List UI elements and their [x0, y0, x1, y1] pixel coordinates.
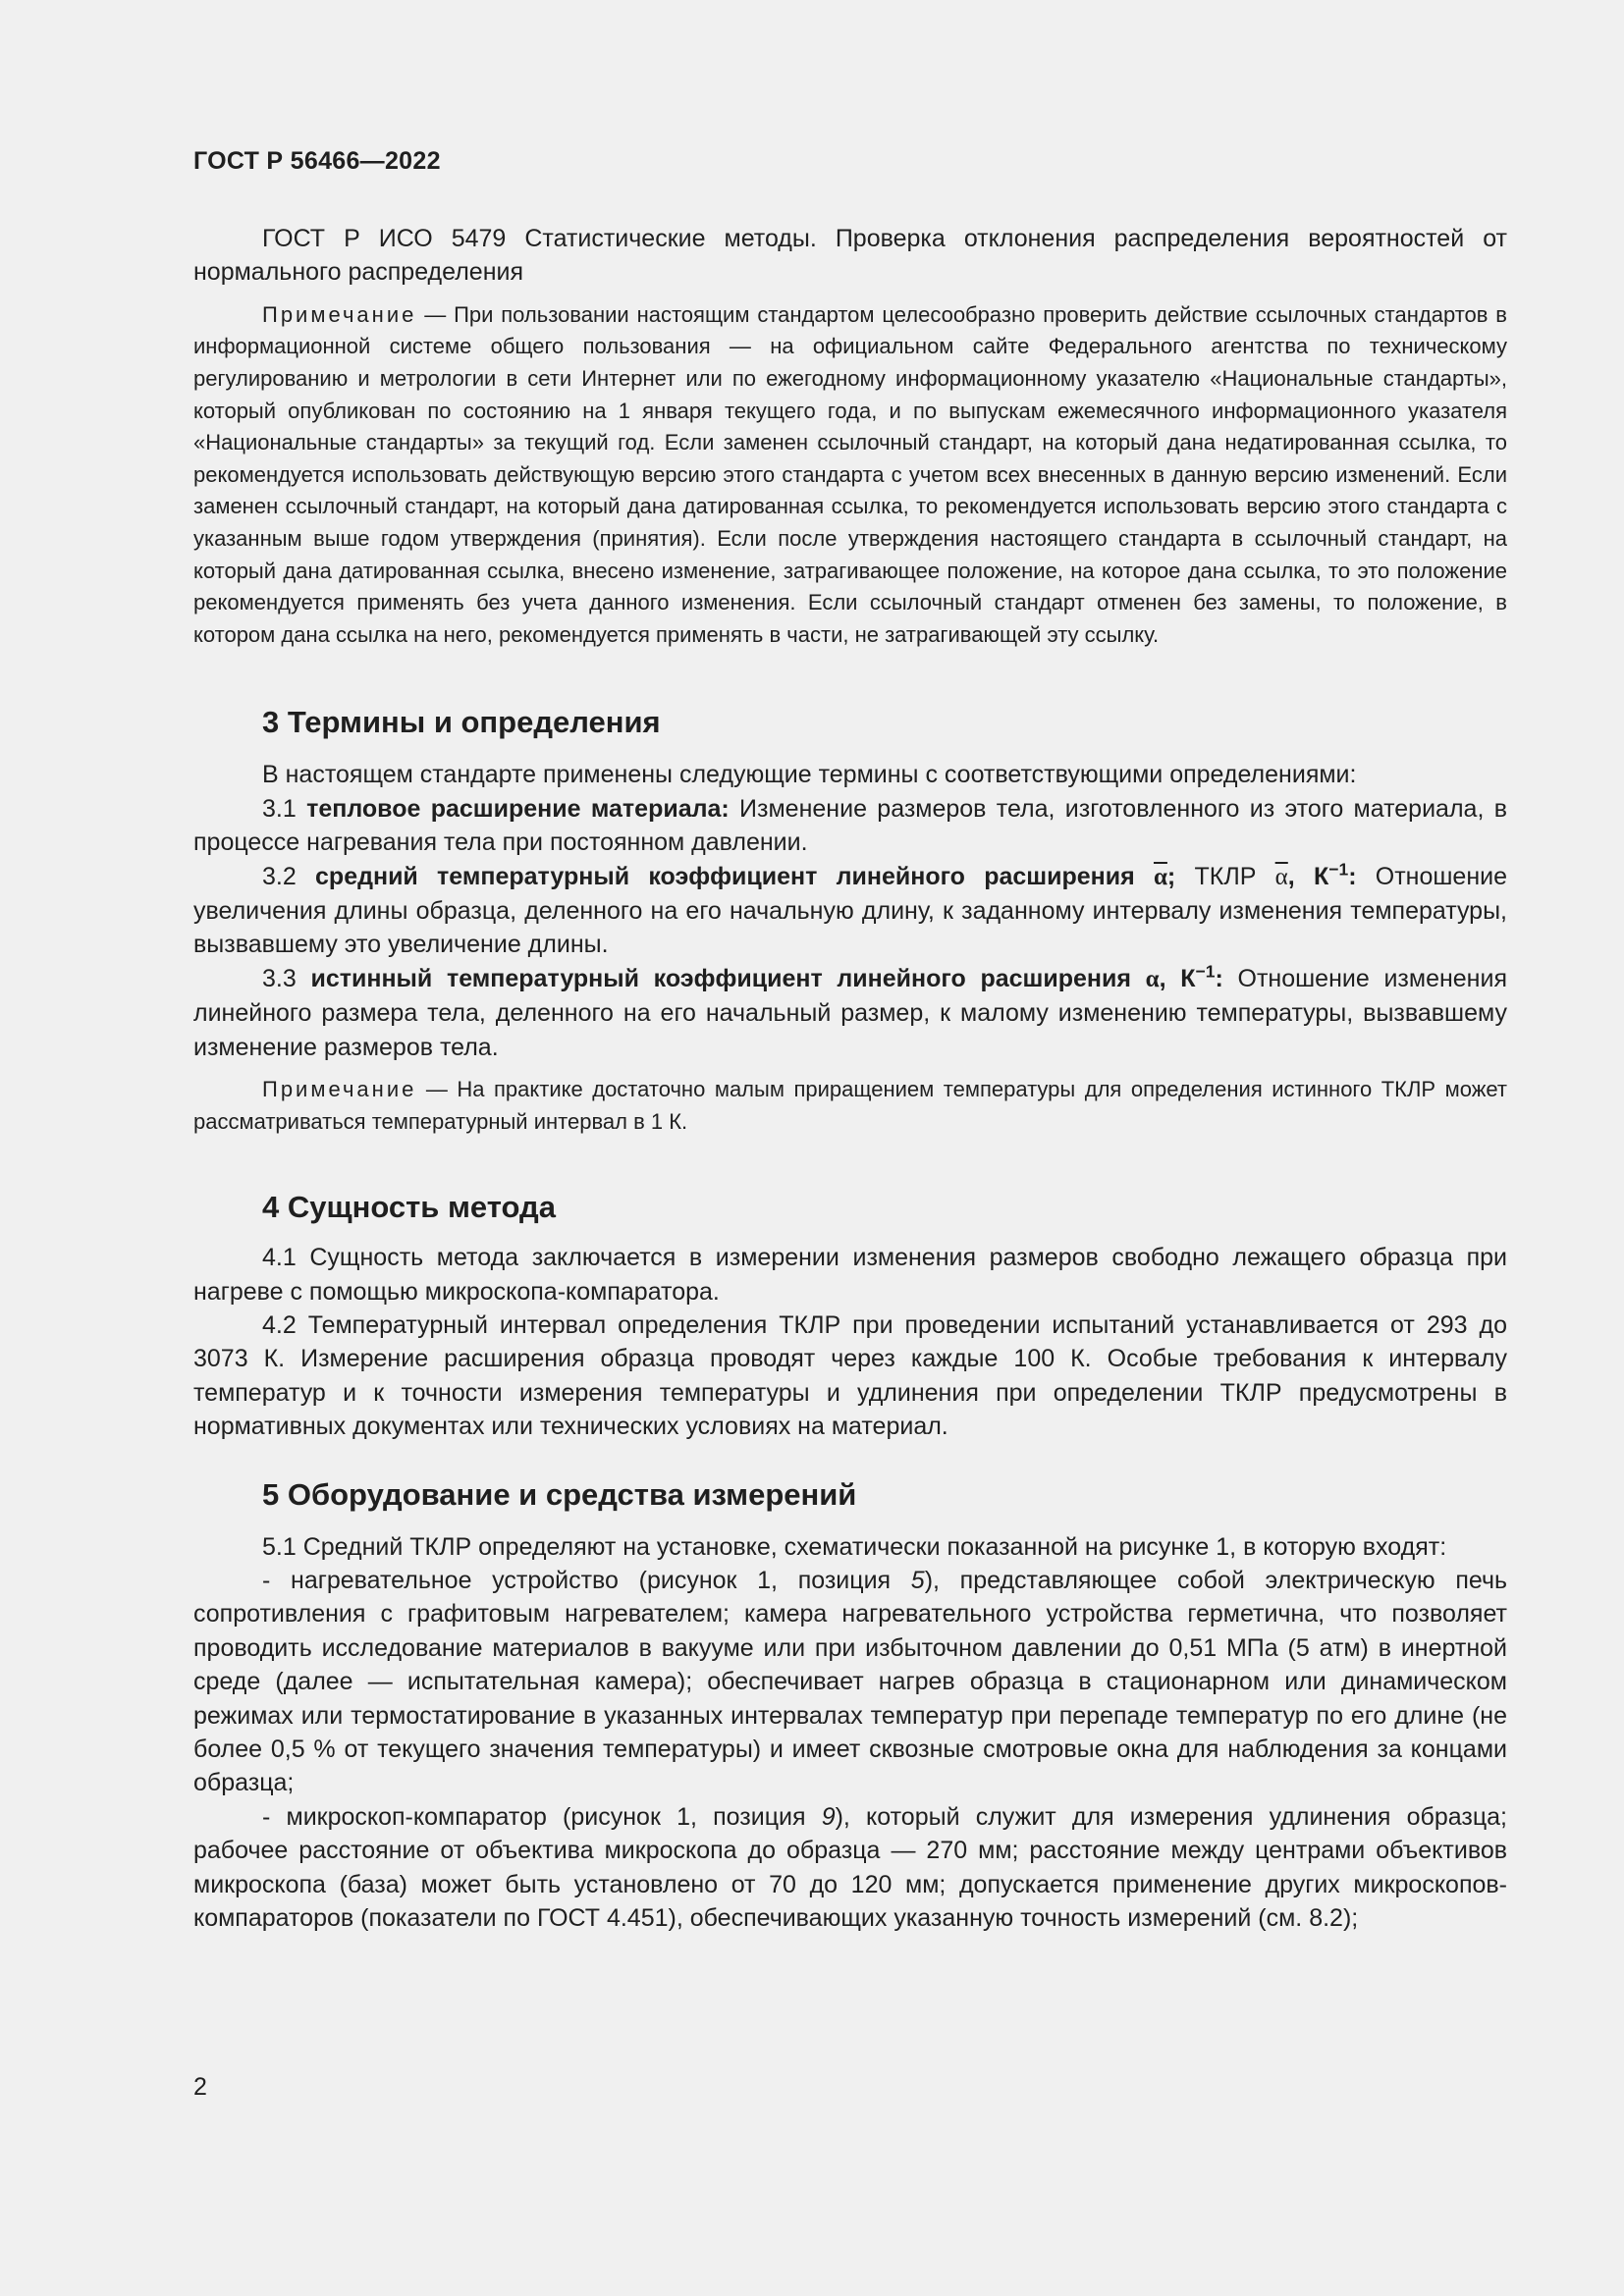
term-number: 3.2: [262, 862, 316, 890]
alpha-symbol: α: [1145, 965, 1160, 992]
term-name: тепловое расширение материала:: [306, 794, 730, 823]
document-header: ГОСТ Р 56466—2022: [193, 147, 441, 175]
term-number: 3.3: [262, 964, 311, 992]
unit-exponent: −1: [1195, 961, 1216, 982]
paragraph-4-2: 4.2 Температурный интервал определения ТКЛР при проведении испытаний устанавливается от 293 до 3073 К. Измерение расширения образца проводят через каждые 100 К. Особые требования к интервалу температур и к точности измерения температуры и удлинения при определении ТКЛР предусмотрены в нормативных документах или технических условиях на материал.: [193, 1311, 1507, 1441]
references-note: [193, 299, 1507, 652]
term-colon: :: [1215, 964, 1223, 992]
section-5-heading: 5 Оборудование и средства измерений: [262, 1476, 857, 1512]
reference-iso-5479: ГОСТ Р ИСО 5479 Статистические методы. Проверка отклонения распределения вероятностей от нормального распределения: [193, 225, 1507, 287]
section-3-note: [193, 1074, 1507, 1138]
term-3-1: [193, 792, 1507, 860]
term-definition: Изменение размеров тела, изготовленного из этого материала, в процессе нагревания тела при постоянном давлении.: [193, 794, 1507, 857]
list-item-text: - нагревательное устройство (рисунок 1, позиция: [262, 1567, 911, 1595]
alpha-bar-symbol: $\overline{\alpha}$: [1274, 863, 1288, 890]
section-3-intro: В настоящем стандарте применены следующие термины с соответствующими определениями:: [262, 761, 1357, 789]
term-definition: Отношение увеличения длины образца, деленного на его начальную длину, к заданному интервалу изменения температуры, вызвавшему это увеличение длины.: [193, 862, 1508, 959]
term-abbreviation: ТКЛР: [1194, 862, 1275, 890]
term-3-3: [193, 962, 1507, 1064]
unit-label: , К: [1159, 964, 1196, 992]
paragraph-5-1: 5.1 Средний ТКЛР определяют на установке, схематически показанной на рисунке 1, в которую входят:: [262, 1532, 1447, 1561]
term-colon: :: [1348, 862, 1357, 890]
unit-exponent: −1: [1328, 858, 1349, 879]
list-item-text: ), который служит для измерения удлинения образца; рабочее расстояние от объектива микроскопа до образца — 270 мм; расстояние между центрами объективов микроскопа (база) может быть установлено от 70 до 120 мм; допускается применение других микроскопов-компараторов (показатели по ГОСТ 4.451), обеспечивающих указанную точность измерений (см. 8.2);: [193, 1802, 1507, 1933]
unit-label: , К: [1287, 862, 1329, 890]
note-text: — При пользовании настоящим стандартом целесообразно проверить действие ссылочных стандартов в информационной системе общего пользования — на официальном сайте Федерального агентства по техническому регулированию и метрологии в сети Интернет или по ежегодному информационному указателю «Национальные стандарты», который опубликован по состоянию на 1 января текущего года, и по выпускам ежемесячного информационного указателя «Национальные стандарты» за текущий год. Если заменен ссылочный стандарт, на который дана недатированная ссылка, то рекомендуется использовать действующую версию этого стандарта с учетом всех внесенных в данную версию изменений. Если заменен ссылочный стандарт, на который дана датированная ссылка, то рекомендуется использовать версию этого стандарта с указанным выше годом утверждения (принятия). Если после утверждения настоящего стандарта в ссылочный стандарт, на который дана датированная ссылка, внесено изменение, затрагивающее положение, на которое дана ссылка, то это положение рекомендуется применять без учета данного изменения. Если ссылочный стандарт отменен без замены, то положение, в котором дана ссылка на него, рекомендуется применять в части, не затрагивающей эту ссылку.: [193, 301, 1507, 647]
term-number: 3.1: [262, 794, 307, 823]
paragraph-4-1: 4.1 Сущность метода заключается в измерении изменения размеров свободно лежащего образца при нагреве с помощью микроскопа-компаратора.: [193, 1244, 1507, 1306]
position-number: 9: [821, 1802, 836, 1831]
section-3-heading: 3 Термины и определения: [262, 705, 661, 740]
note-label: Примечание: [262, 1077, 417, 1101]
note-text: — На практике достаточно малым приращением температуры для определения истинного ТКЛР может рассматриваться температурный интервал в 1 К.: [193, 1077, 1507, 1134]
list-item-text: - микроскоп-компаратор (рисунок 1, позиция: [262, 1802, 822, 1831]
term-definition: Отношение изменения линейного размера тела, деленного на его начальный размер, к малому изменению температуры, вызвавшему изменение размеров тела.: [193, 964, 1507, 1061]
term-3-2: [193, 860, 1507, 962]
page-number: 2: [193, 2073, 207, 2101]
term-name: истинный температурный коэффициент линейного расширения: [310, 964, 1146, 992]
alpha-bar-symbol: $\overline{\alpha}$: [1153, 863, 1167, 890]
list-item-microscope: [193, 1800, 1507, 1936]
list-item-text: ), представляющее собой электрическую печь сопротивления с графитовым нагревателем; камера нагревательного устройства герметична, что позволяет проводить исследование материалов в вакууме или при избыточном давлении до 0,51 МПа (5 атм) в инертной среде (далее — испытательная камера); обеспечивает нагрев образца в стационарном или динамическом режимах или термостатирование в указанных интервалах температур при перепаде температур по его длине (не более 0,5 % от текущего значения температуры) и имеет сквозные смотровые окна для наблюдения за концами образца;: [193, 1567, 1508, 1797]
position-number: 5: [910, 1567, 925, 1595]
note-label: Примечание: [262, 301, 417, 327]
term-separator: ;: [1166, 862, 1195, 890]
list-item-heater: [193, 1564, 1507, 1800]
term-name: средний температурный коэффициент линейного расширения: [315, 862, 1154, 890]
page-content: [193, 222, 1507, 1936]
section-4-heading: 4 Сущность метода: [262, 1190, 556, 1225]
